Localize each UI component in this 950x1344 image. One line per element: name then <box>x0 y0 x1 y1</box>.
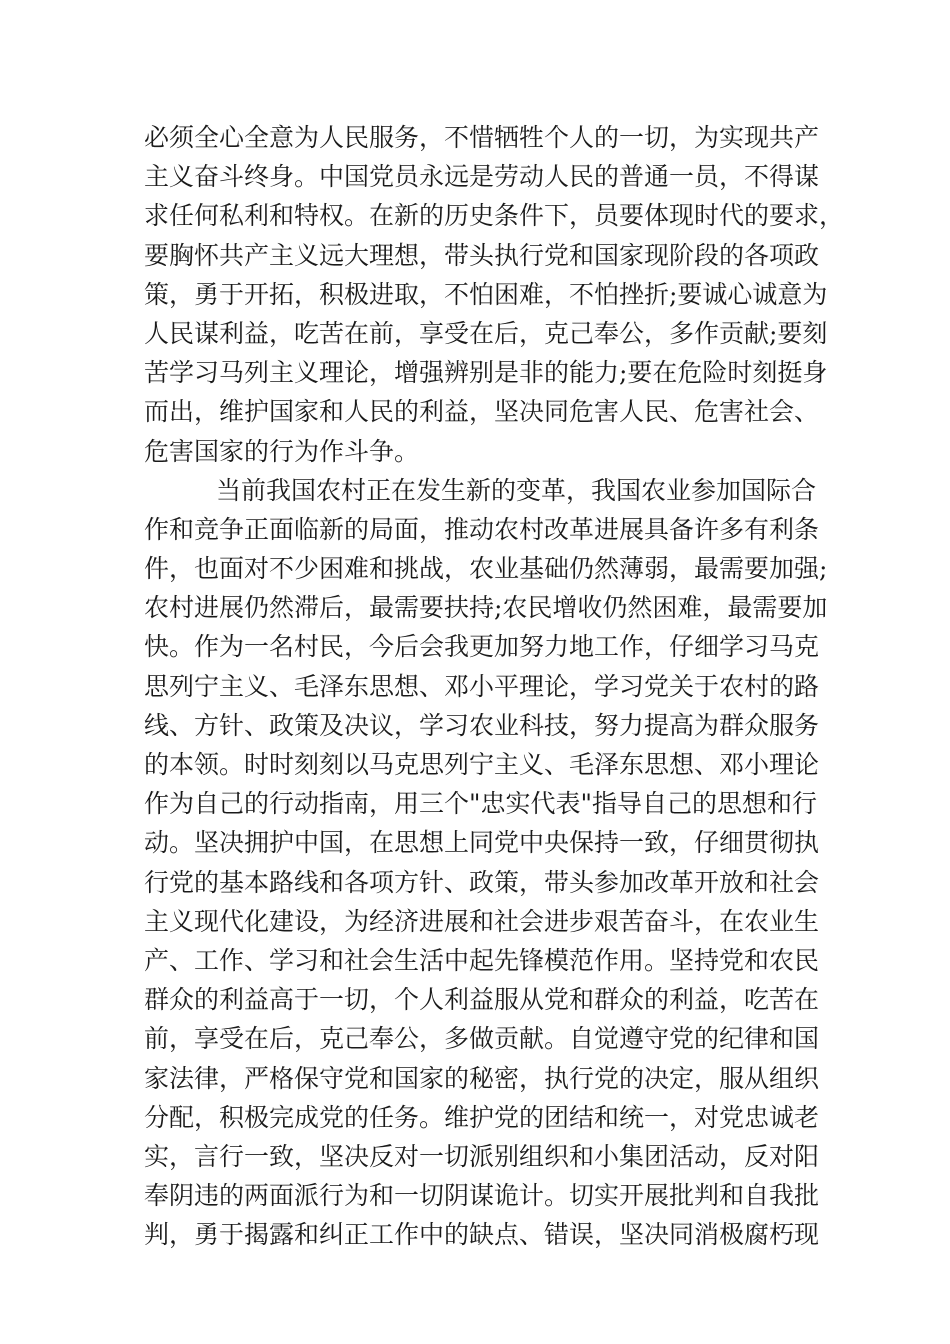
text-line: 产、工作、学习和社会生活中起先锋模范作用。坚持党和农民 <box>144 945 820 975</box>
text-line: 当前我国农村正在发生新的变革，我国农业参加国际合 <box>216 475 817 505</box>
text-line: 分配，积极完成党的任务。维护党的团结和统一，对党忠诚老 <box>144 1102 820 1132</box>
text-line: 作和竞争正面临新的局面，推动农村改革进展具备许多有利条 <box>144 514 820 544</box>
text-line: 人民谋利益，吃苦在前，享受在后，克己奉公，多作贡献;要刻 <box>144 318 828 348</box>
text-line: 作为自己的行动指南，用三个"忠实代表"指导自己的思想和行 <box>144 789 818 819</box>
paragraph <box>144 118 845 471</box>
text-line: 危害国家的行为作斗争。 <box>144 436 420 466</box>
text-line: 求任何私利和特权。在新的历史条件下，员要体现时代的要求， <box>144 201 845 231</box>
text-line: 必须全心全意为人民服务，不惜牺牲个人的一切，为实现共产 <box>144 123 820 152</box>
text-line: 苦学习马列主义理论，增强辨别是非的能力;要在危险时刻挺身 <box>144 358 828 388</box>
paragraph <box>144 471 828 1255</box>
document-body <box>144 118 845 1254</box>
text-line: 要胸怀共产主义远大理想，带头执行党和国家现阶段的各项政 <box>144 240 820 270</box>
text-line: 件，也面对不少困难和挑战，农业基础仍然薄弱，最需要加强; <box>144 554 828 584</box>
text-line: 线、方针、政策及决议，学习农业科技，努力提高为群众服务 <box>144 710 820 740</box>
text-line: 的本领。时时刻刻以马克思列宁主义、毛泽东思想、邓小理论 <box>144 750 820 779</box>
text-line: 群众的利益高于一切，个人利益服从党和群众的利益，吃苦在 <box>144 985 820 1015</box>
text-line: 策，勇于开拓，积极进取，不怕困难，不怕挫折;要诚心诚意为 <box>144 279 828 309</box>
text-line: 而出，维护国家和人民的利益，坚决同危害人民、危害社会、 <box>144 397 820 427</box>
text-line: 动。坚决拥护中国，在思想上同党中央保持一致，仔细贯彻执 <box>144 828 820 858</box>
text-line: 奉阴违的两面派行为和一切阴谋诡计。切实开展批判和自我批 <box>144 1181 820 1211</box>
text-line: 农村进展仍然滞后，最需要扶持;农民增收仍然困难，最需要加 <box>144 593 828 623</box>
text-line: 主义现代化建设，为经济进展和社会进步艰苦奋斗，在农业生 <box>144 906 820 936</box>
text-line: 思列宁主义、毛泽东思想、邓小平理论，学习党关于农村的路 <box>144 671 820 701</box>
text-line: 家法律，严格保守党和国家的秘密，执行党的决定，服从组织 <box>144 1063 820 1093</box>
text-line: 主义奋斗终身。中国党员永远是劳动人民的普通一员，不得谋 <box>144 162 820 192</box>
text-line: 前，享受在后，克己奉公，多做贡献。自觉遵守党的纪律和国 <box>144 1024 820 1054</box>
text-line: 快。作为一名村民，今后会我更加努力地工作，仔细学习马克 <box>144 632 820 662</box>
text-line: 行党的基本路线和各项方针、政策，带头参加改革开放和社会 <box>144 867 820 897</box>
text-line: 判，勇于揭露和纠正工作中的缺点、错误，坚决同消极腐朽现 <box>144 1220 820 1250</box>
text-line: 实，言行一致，坚决反对一切派别组织和小集团活动，反对阳 <box>144 1141 820 1171</box>
